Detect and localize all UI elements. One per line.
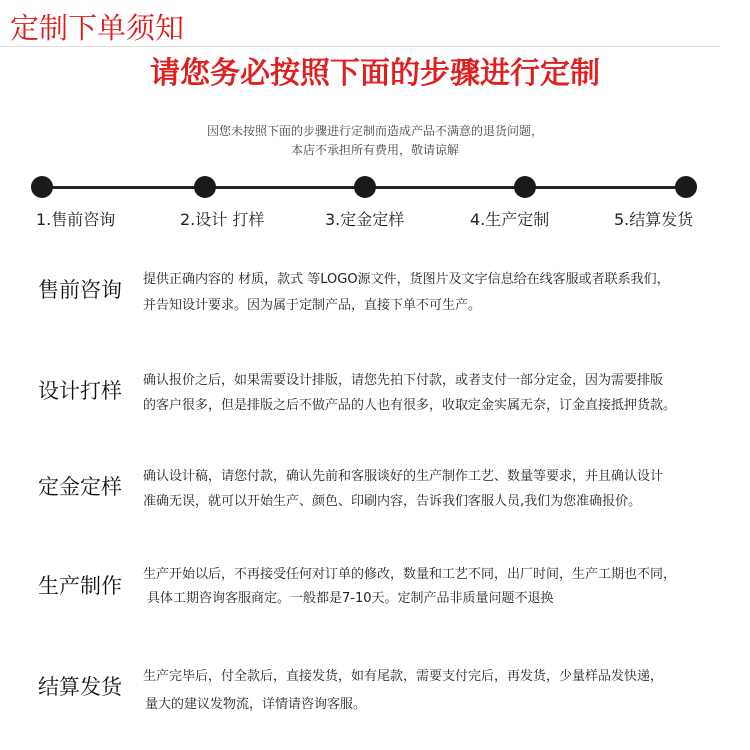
timeline-dot [194,176,216,198]
notice-line-2: 本店不承担所有费用，敬请谅解 [290,143,459,157]
divider [0,46,720,47]
section-heading: 设计打样 [38,379,122,403]
timeline-dot [354,176,376,198]
page-title: 定制下单须知 [10,11,185,45]
section-text: 生产开始以后，不再接受任何对订单的修改，数量和工艺不同，出厂时间，生产工期也不同， [143,567,677,582]
step-label: 3.定金定样 [325,210,405,229]
section-text: 并告知设计要求。因为属于定制产品，直接下单不可生产。 [143,298,482,313]
section-text: 的客户很多，但是排版之后不做产品的人也有很多，收取定金实属无奈，订金直接抵押货款。 [143,398,677,413]
step-label: 2.设计 打样 [180,210,265,229]
headline: 请您务必按照下面的步骤进行定制 [150,56,600,91]
section-text: 确认设计稿，请您付款，确认先前和客服谈好的生产制作工艺、数量等要求，并且确认设计 [143,469,664,484]
section-text: 准确无误，就可以开始生产、颜色、印刷内容，告诉我们客服人员,我们为您准确报价。 [143,494,642,509]
section-text: 生产完毕后，付全款后，直接发货，如有尾款，需要支付完后，再发货，少量样品发快递， [143,669,664,684]
timeline-dot [675,176,697,198]
step-label: 5.结算发货 [614,210,694,229]
step-label: 4.生产定制 [470,210,550,229]
timeline-dot [31,176,53,198]
notice-line-1: 因您未按照下面的步骤进行定制而造成产品不满意的退货问题， [206,124,543,138]
section-heading: 生产制作 [38,574,122,598]
section-text: 具体工期咨询客服商定。一般都是7-10天。定制产品非质量问题不退换 [147,591,554,606]
section-text: 提供正确内容的 材质，款式 等LOGO源文件，货图片及文字信息给在线客服或者联系我们， [143,272,670,287]
step-label: 1.售前咨询 [36,210,116,229]
timeline-dot [514,176,536,198]
section-heading: 售前咨询 [38,278,122,302]
section-text: 确认报价之后，如果需要设计排版，请您先拍下付款，或者支付一部分定金，因为需要排版 [143,373,664,388]
section-heading: 结算发货 [38,675,122,699]
section-heading: 定金定样 [38,475,122,499]
section-text: 量大的建议发物流，详情请咨询客服。 [145,697,367,712]
